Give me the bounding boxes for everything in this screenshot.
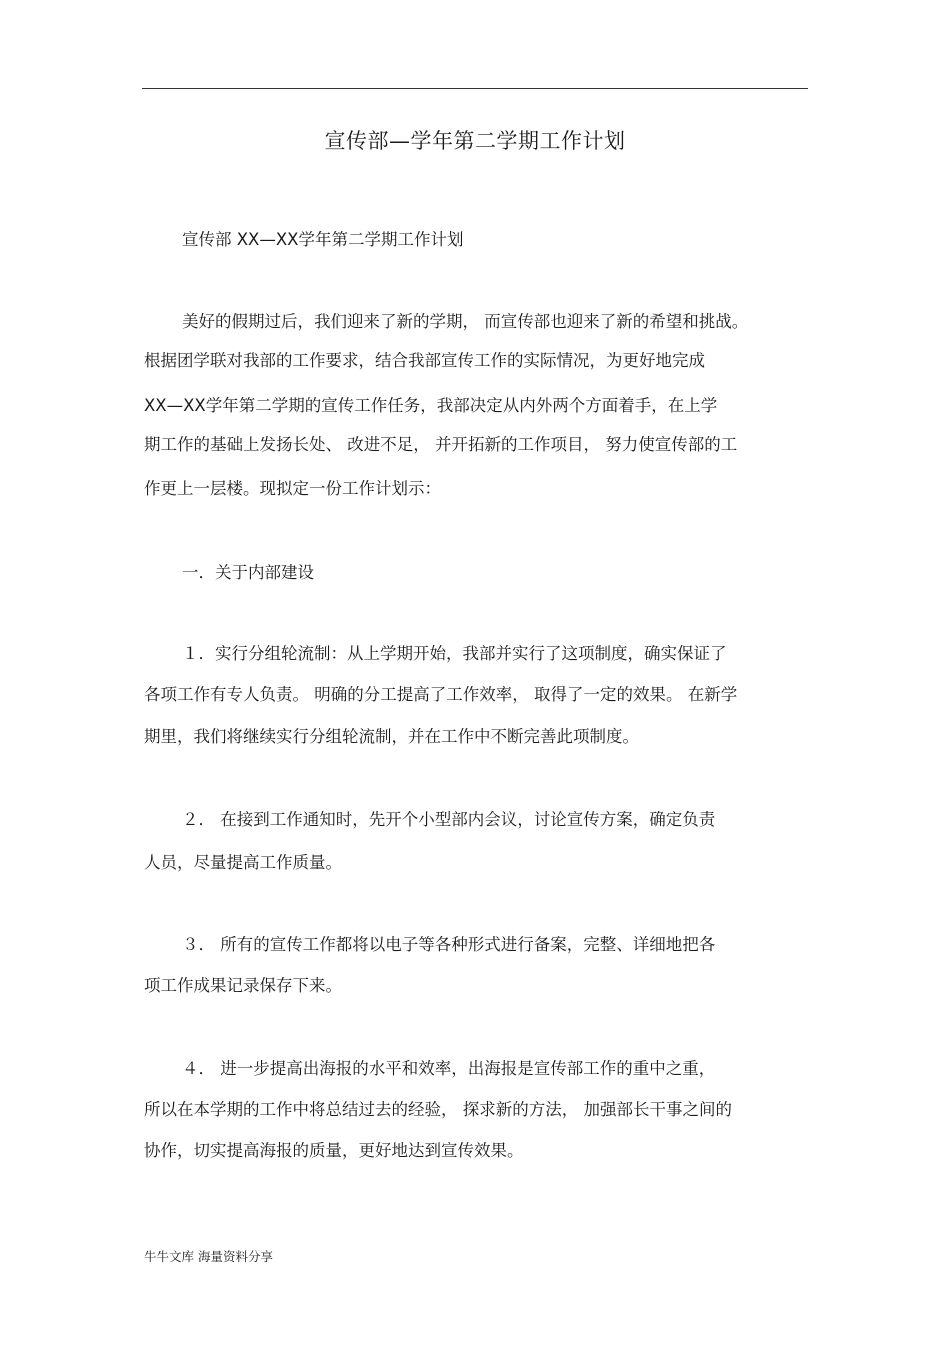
intro-line: 期工作的基础上发扬长处、 改进不足， 并开拓新的工作项目， 努力使宣传部的工 xyxy=(144,435,738,454)
item-2-line: ２． 在接到工作通知时，先开个小型部内会议，讨论宣传方案，确定负责 xyxy=(182,810,716,829)
item-2-line: 人员，尽量提高工作质量。 xyxy=(144,853,342,872)
item-3-line: ３． 所有的宣传工作都将以电子等各种形式进行备案，完整、详细地把各 xyxy=(182,935,716,954)
item-1-line: 期里，我们将继续实行分组轮流制，并在工作中不断完善此项制度。 xyxy=(144,727,639,746)
section-heading: 一．关于内部建设 xyxy=(182,563,314,582)
intro-line: 作更上一层楼。现拟定一份工作计划示： xyxy=(144,479,441,498)
intro-line: 根据团学联对我部的工作要求，结合我部宣传工作的实际情况，为更好地完成 xyxy=(144,351,705,370)
item-4-line: 协作，切实提高海报的质量，更好地达到宣传效果。 xyxy=(144,1141,524,1160)
item-1-line: 各项工作有专人负责。 明确的分工提高了工作效率， 取得了一定的效果。 在新学 xyxy=(144,685,738,704)
intro-line: XX—XX学年第二学期的宣传工作任务，我部决定从内外两个方面着手，在上学 xyxy=(144,396,718,415)
item-3-line: 项工作成果记录保存下来。 xyxy=(144,976,342,995)
footer-text: 牛牛文库 海量资料分享 xyxy=(144,1249,273,1264)
document-title: 宣传部—学年第二学期工作计划 xyxy=(324,129,626,153)
header-rule xyxy=(142,88,808,89)
item-1-line: １．实行分组轮流制：从上学期开始，我部并实行了这项制度，确实保证了 xyxy=(182,644,727,663)
item-4-line: ４． 进一步提高出海报的水平和效率，出海报是宣传部工作的重中之重， xyxy=(182,1059,716,1078)
item-4-line: 所以在本学期的工作中将总结过去的经验， 探求新的方法， 加强部长干事之间的 xyxy=(144,1100,732,1119)
document-subtitle: 宣传部 XX—XX学年第二学期工作计划 xyxy=(182,230,464,249)
intro-line: 美好的假期过后，我们迎来了新的学期， 而宣传部也迎来了新的希望和挑战。 xyxy=(182,312,749,331)
